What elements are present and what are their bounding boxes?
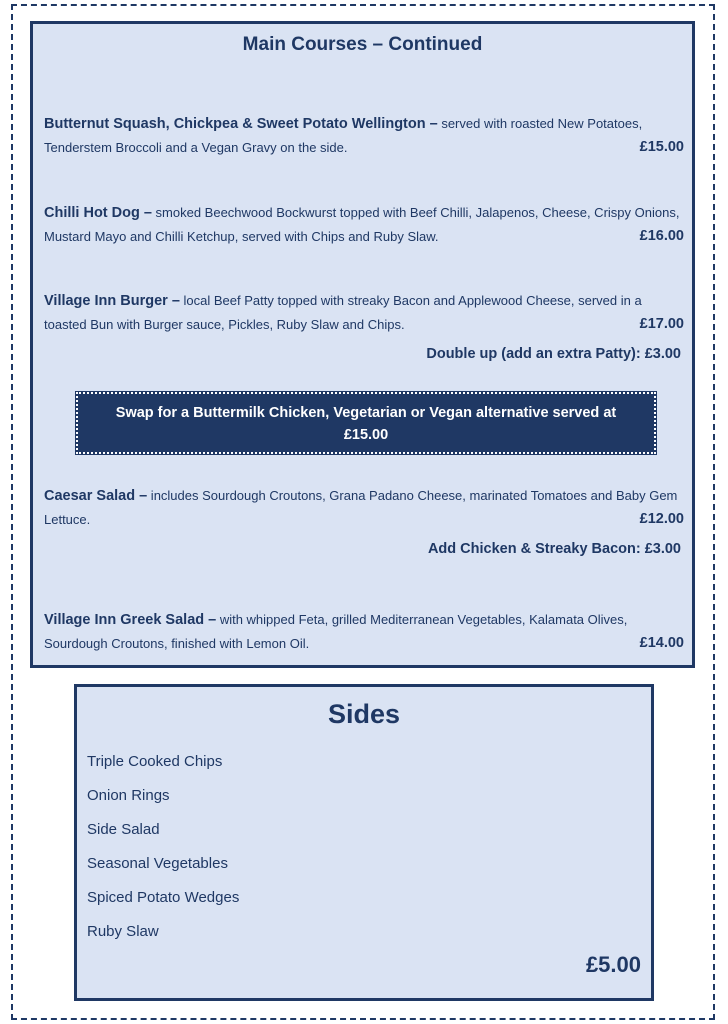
item-description: local Beef Patty topped with streaky Bacon and Applewood Cheese, served in a toasted Bun with Burger sauce, Pickles, Ruby Slaw and Chips. (44, 293, 642, 332)
sides-panel (74, 684, 654, 1001)
menu-item (44, 289, 684, 336)
side-item: Side Salad (87, 821, 160, 838)
side-item: Triple Cooked Chips (87, 753, 223, 770)
item-price: £17.00 (639, 316, 684, 332)
sides-title: Sides (327, 699, 401, 729)
menu-item (44, 608, 684, 655)
side-item: Seasonal Vegetables (87, 855, 228, 872)
item-description: includes Sourdough Croutons, Grana Padano Cheese, marinated Tomatoes and Baby Gem Lettuce. (44, 488, 678, 527)
item-name: Village Inn Greek Salad – (44, 612, 217, 628)
item-price: £14.00 (639, 635, 684, 651)
side-item: Ruby Slaw (87, 923, 159, 940)
swap-notice: Swap for a Buttermilk Chicken, Vegetarian or Vegan alternative served at £15.00 (76, 392, 656, 454)
sides-list (87, 745, 239, 949)
menu-item (44, 112, 684, 159)
item-description: smoked Beechwood Bockwurst topped with Beef Chilli, Jalapenos, Cheese, Crispy Onions, Mustard Mayo and Chilli Ketchup, served with Chips and Ruby Slaw. (44, 205, 680, 244)
item-name: Chilli Hot Dog – (44, 205, 152, 221)
item-addon: Add Chicken & Streaky Bacon: £3.00 (427, 541, 681, 557)
item-price: £12.00 (639, 511, 684, 527)
item-addon: Double up (add an extra Patty): £3.00 (426, 346, 681, 362)
side-item: Spiced Potato Wedges (87, 889, 240, 906)
sides-price: £5.00 (585, 952, 641, 977)
main-courses-title: Main Courses – Continued (242, 34, 483, 55)
item-name: Caesar Salad – (44, 488, 148, 504)
side-item: Onion Rings (87, 787, 170, 804)
item-name: Butternut Squash, Chickpea & Sweet Potato Wellington – (44, 116, 438, 132)
main-courses-panel (30, 21, 695, 668)
item-description: with whipped Feta, grilled Mediterranean Vegetables, Kalamata Olives, Sourdough Croutons, finished with Lemon Oil. (44, 612, 628, 651)
item-price: £15.00 (639, 139, 684, 155)
menu-item (44, 484, 684, 531)
item-description: served with roasted New Potatoes, Tenderstem Broccoli and a Vegan Gravy on the side. (44, 116, 643, 155)
item-price: £16.00 (639, 228, 684, 244)
menu-item (44, 201, 684, 248)
item-name: Village Inn Burger – (44, 293, 180, 309)
